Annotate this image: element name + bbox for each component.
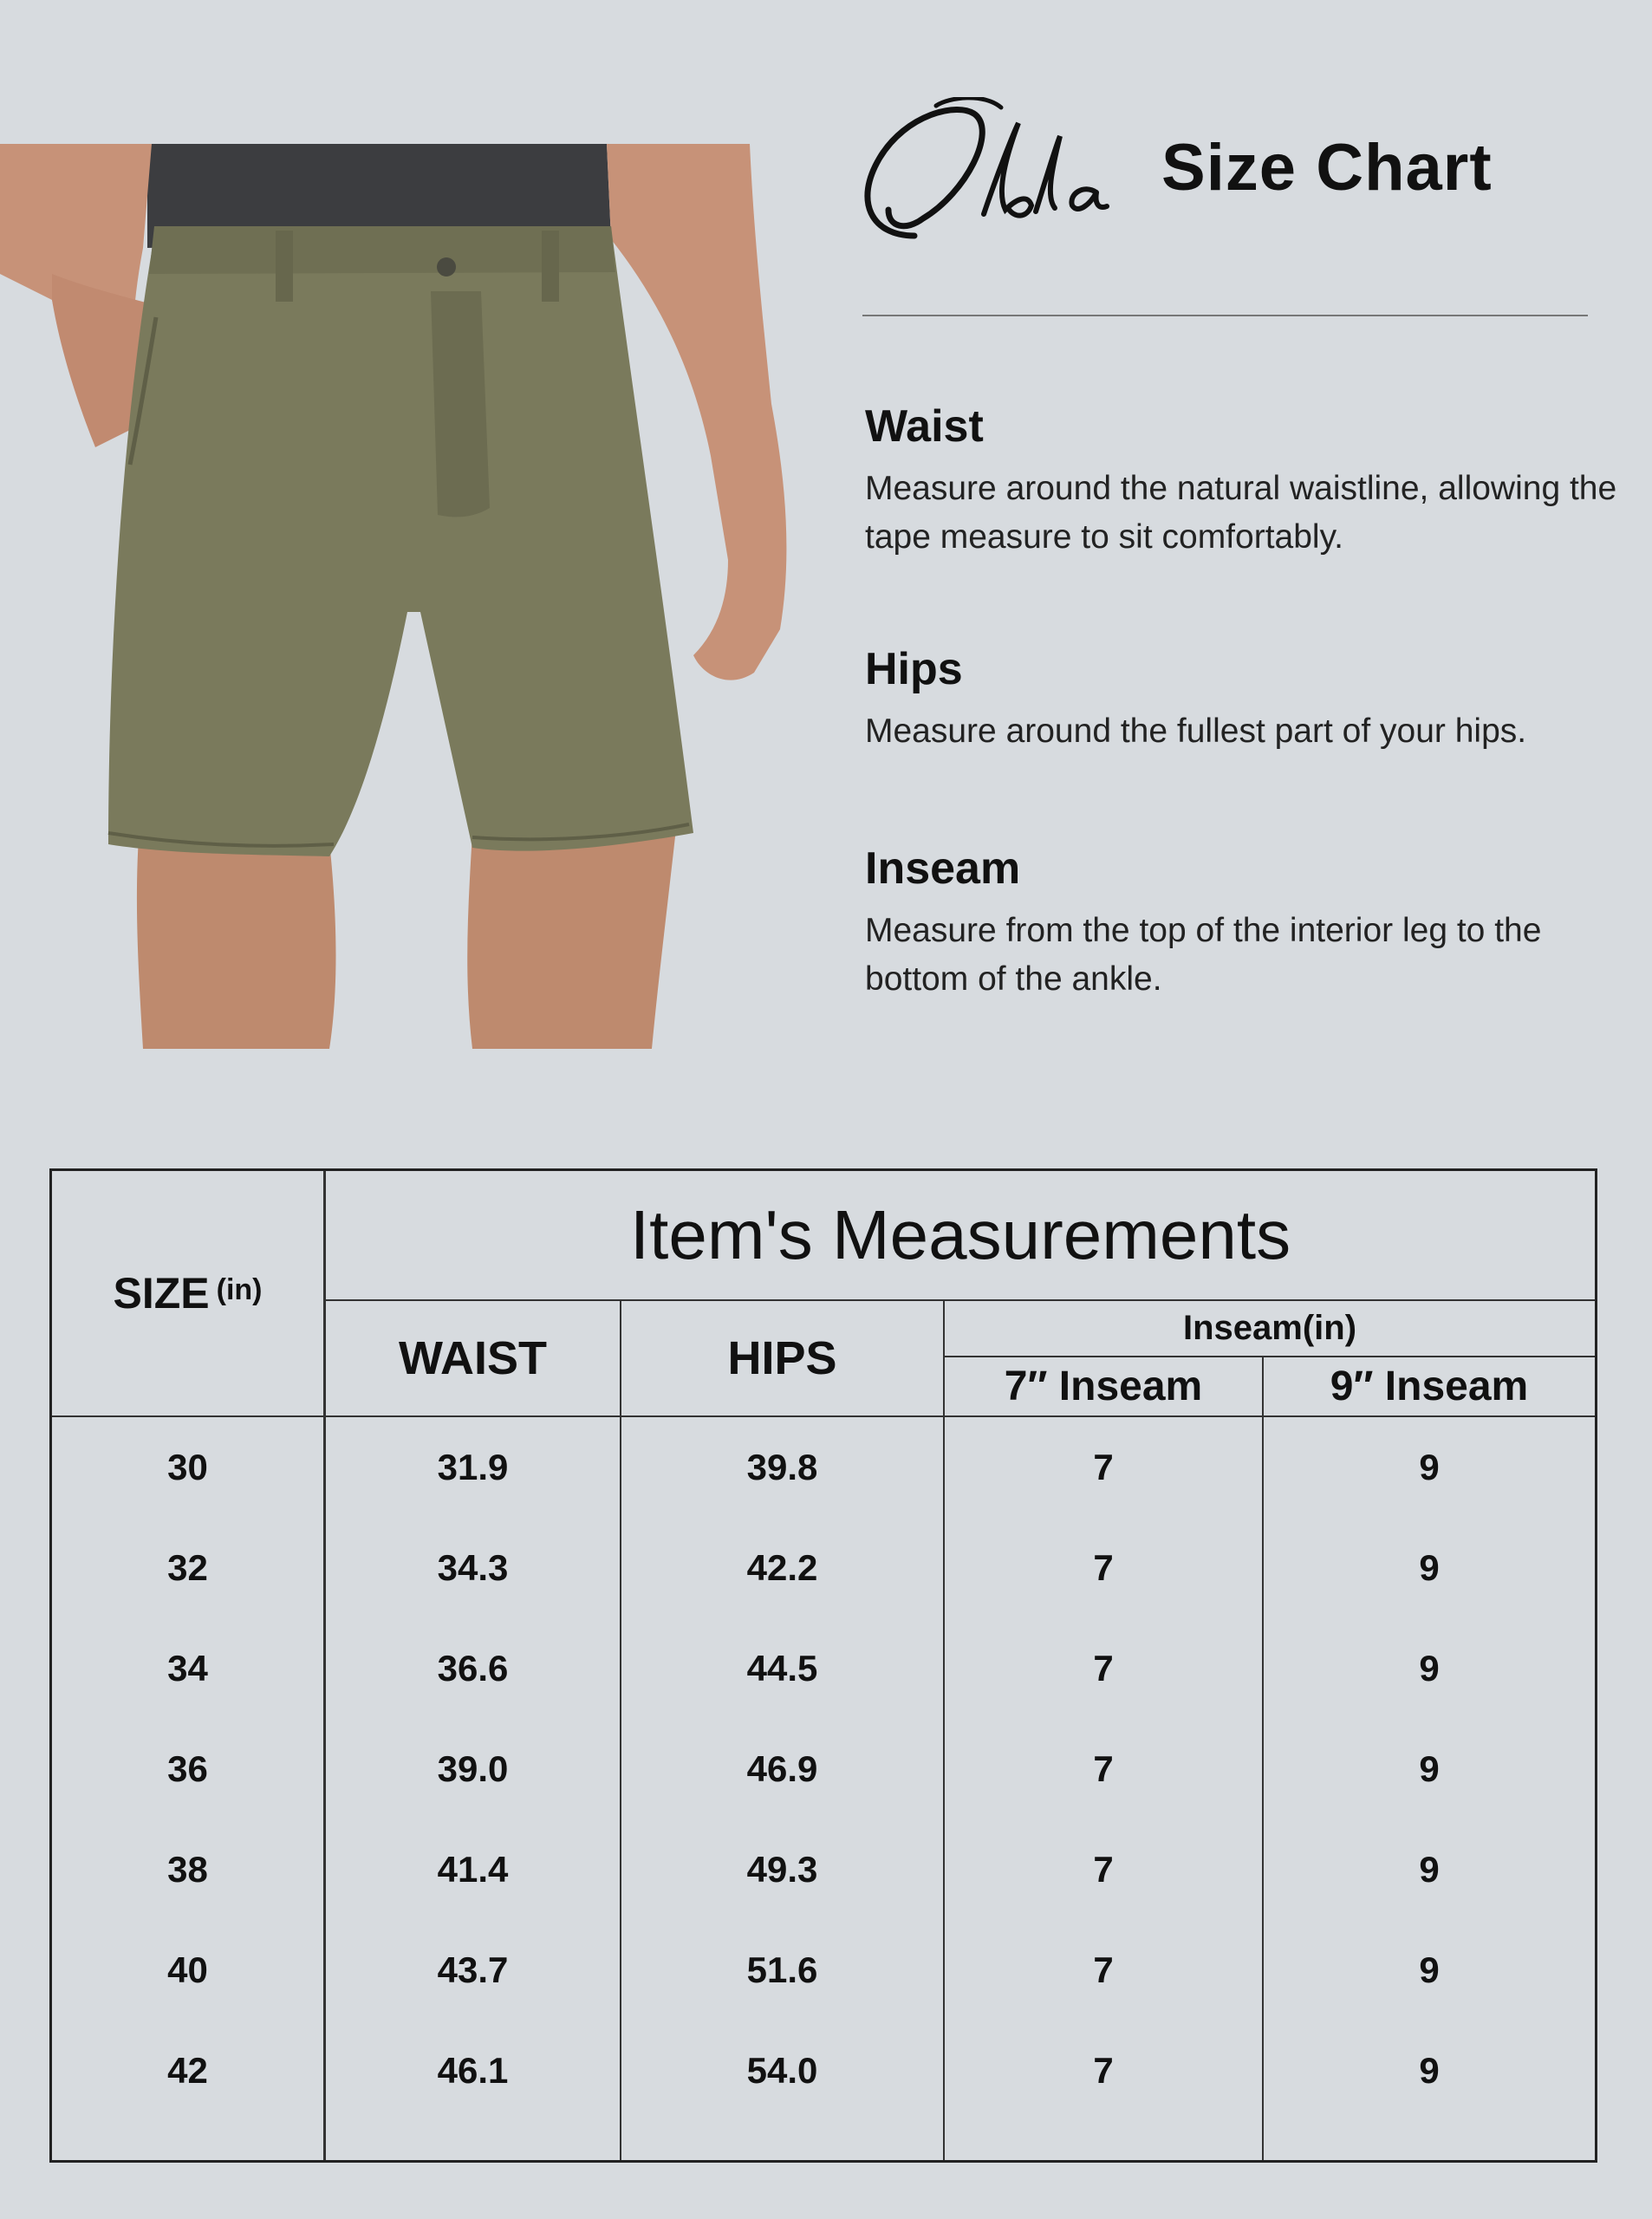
cell-waist: 34.3 [437,1547,509,1588]
cell-hips: 46.9 [746,1748,818,1789]
guide-inseam-title: Inseam [865,843,1021,894]
guide-inseam-text: Measure from the top of the interior leg to the bottom of the ankle. [865,912,1542,998]
cell-hips: 44.5 [746,1648,818,1689]
header-size-unit: (in) [216,1272,263,1306]
cell-inseam-9: 9 [1419,2050,1440,2091]
cell-waist: 41.4 [437,1849,509,1890]
cell-size: 36 [167,1748,208,1789]
guide-waist-title: Waist [865,401,984,452]
size-table [49,1168,1597,2163]
cell-hips: 42.2 [746,1547,818,1588]
header-divider [862,315,1588,316]
header-inseam-9: 9″ Inseam [1330,1363,1529,1409]
cell-inseam-7: 7 [1093,1748,1114,1789]
header-size-label: SIZE [113,1269,210,1318]
header-waist: WAIST [399,1332,547,1384]
cell-inseam-7: 7 [1093,1949,1114,1990]
guide-hips-title: Hips [865,644,963,694]
cell-size: 42 [167,2050,208,2091]
cell-inseam-9: 9 [1419,1547,1440,1588]
cell-inseam-9: 9 [1419,1447,1440,1487]
cell-inseam-9: 9 [1419,1648,1440,1689]
cell-inseam-7: 7 [1093,1447,1114,1487]
guide-hips [865,643,1628,756]
header-size [52,1171,323,1415]
guide-hips-text: Measure around the fullest part of your hips. [865,713,1527,750]
cell-hips: 49.3 [746,1849,818,1890]
cell-hips: 39.8 [746,1447,818,1487]
cell-size: 32 [167,1547,208,1588]
cell-waist: 43.7 [437,1949,509,1990]
guide-waist [865,400,1628,562]
cell-size: 30 [167,1447,208,1487]
cell-size: 34 [167,1648,208,1689]
cell-inseam-7: 7 [1093,2050,1114,2091]
cell-inseam-9: 9 [1419,1849,1440,1890]
cell-inseam-7: 7 [1093,1547,1114,1588]
brand-logo [854,97,1114,244]
cell-inseam-9: 9 [1419,1949,1440,1990]
header-inseam-group: Inseam(in) [1182,1309,1357,1347]
cell-waist: 46.1 [437,2050,509,2091]
cell-inseam-7: 7 [1093,1849,1114,1890]
cell-waist: 39.0 [437,1748,509,1789]
page-title: Size Chart [1161,131,1493,205]
cell-size: 38 [167,1849,208,1890]
cell-inseam-9: 9 [1419,1748,1440,1789]
cell-size: 40 [167,1949,208,1990]
header-item-measurements: Item's Measurements [629,1196,1291,1273]
cell-inseam-7: 7 [1093,1648,1114,1689]
header-inseam-7: 7″ Inseam [1004,1363,1203,1409]
header-hips: HIPS [727,1332,837,1384]
product-image-shorts [0,144,806,1049]
cell-waist: 31.9 [437,1447,509,1487]
guide-waist-text: Measure around the natural waistline, allowing the tape measure to sit comfortably. [865,470,1617,556]
cell-waist: 36.6 [437,1648,509,1689]
cell-hips: 54.0 [746,2050,818,2091]
guide-inseam [865,843,1628,1004]
cell-hips: 51.6 [746,1949,818,1990]
